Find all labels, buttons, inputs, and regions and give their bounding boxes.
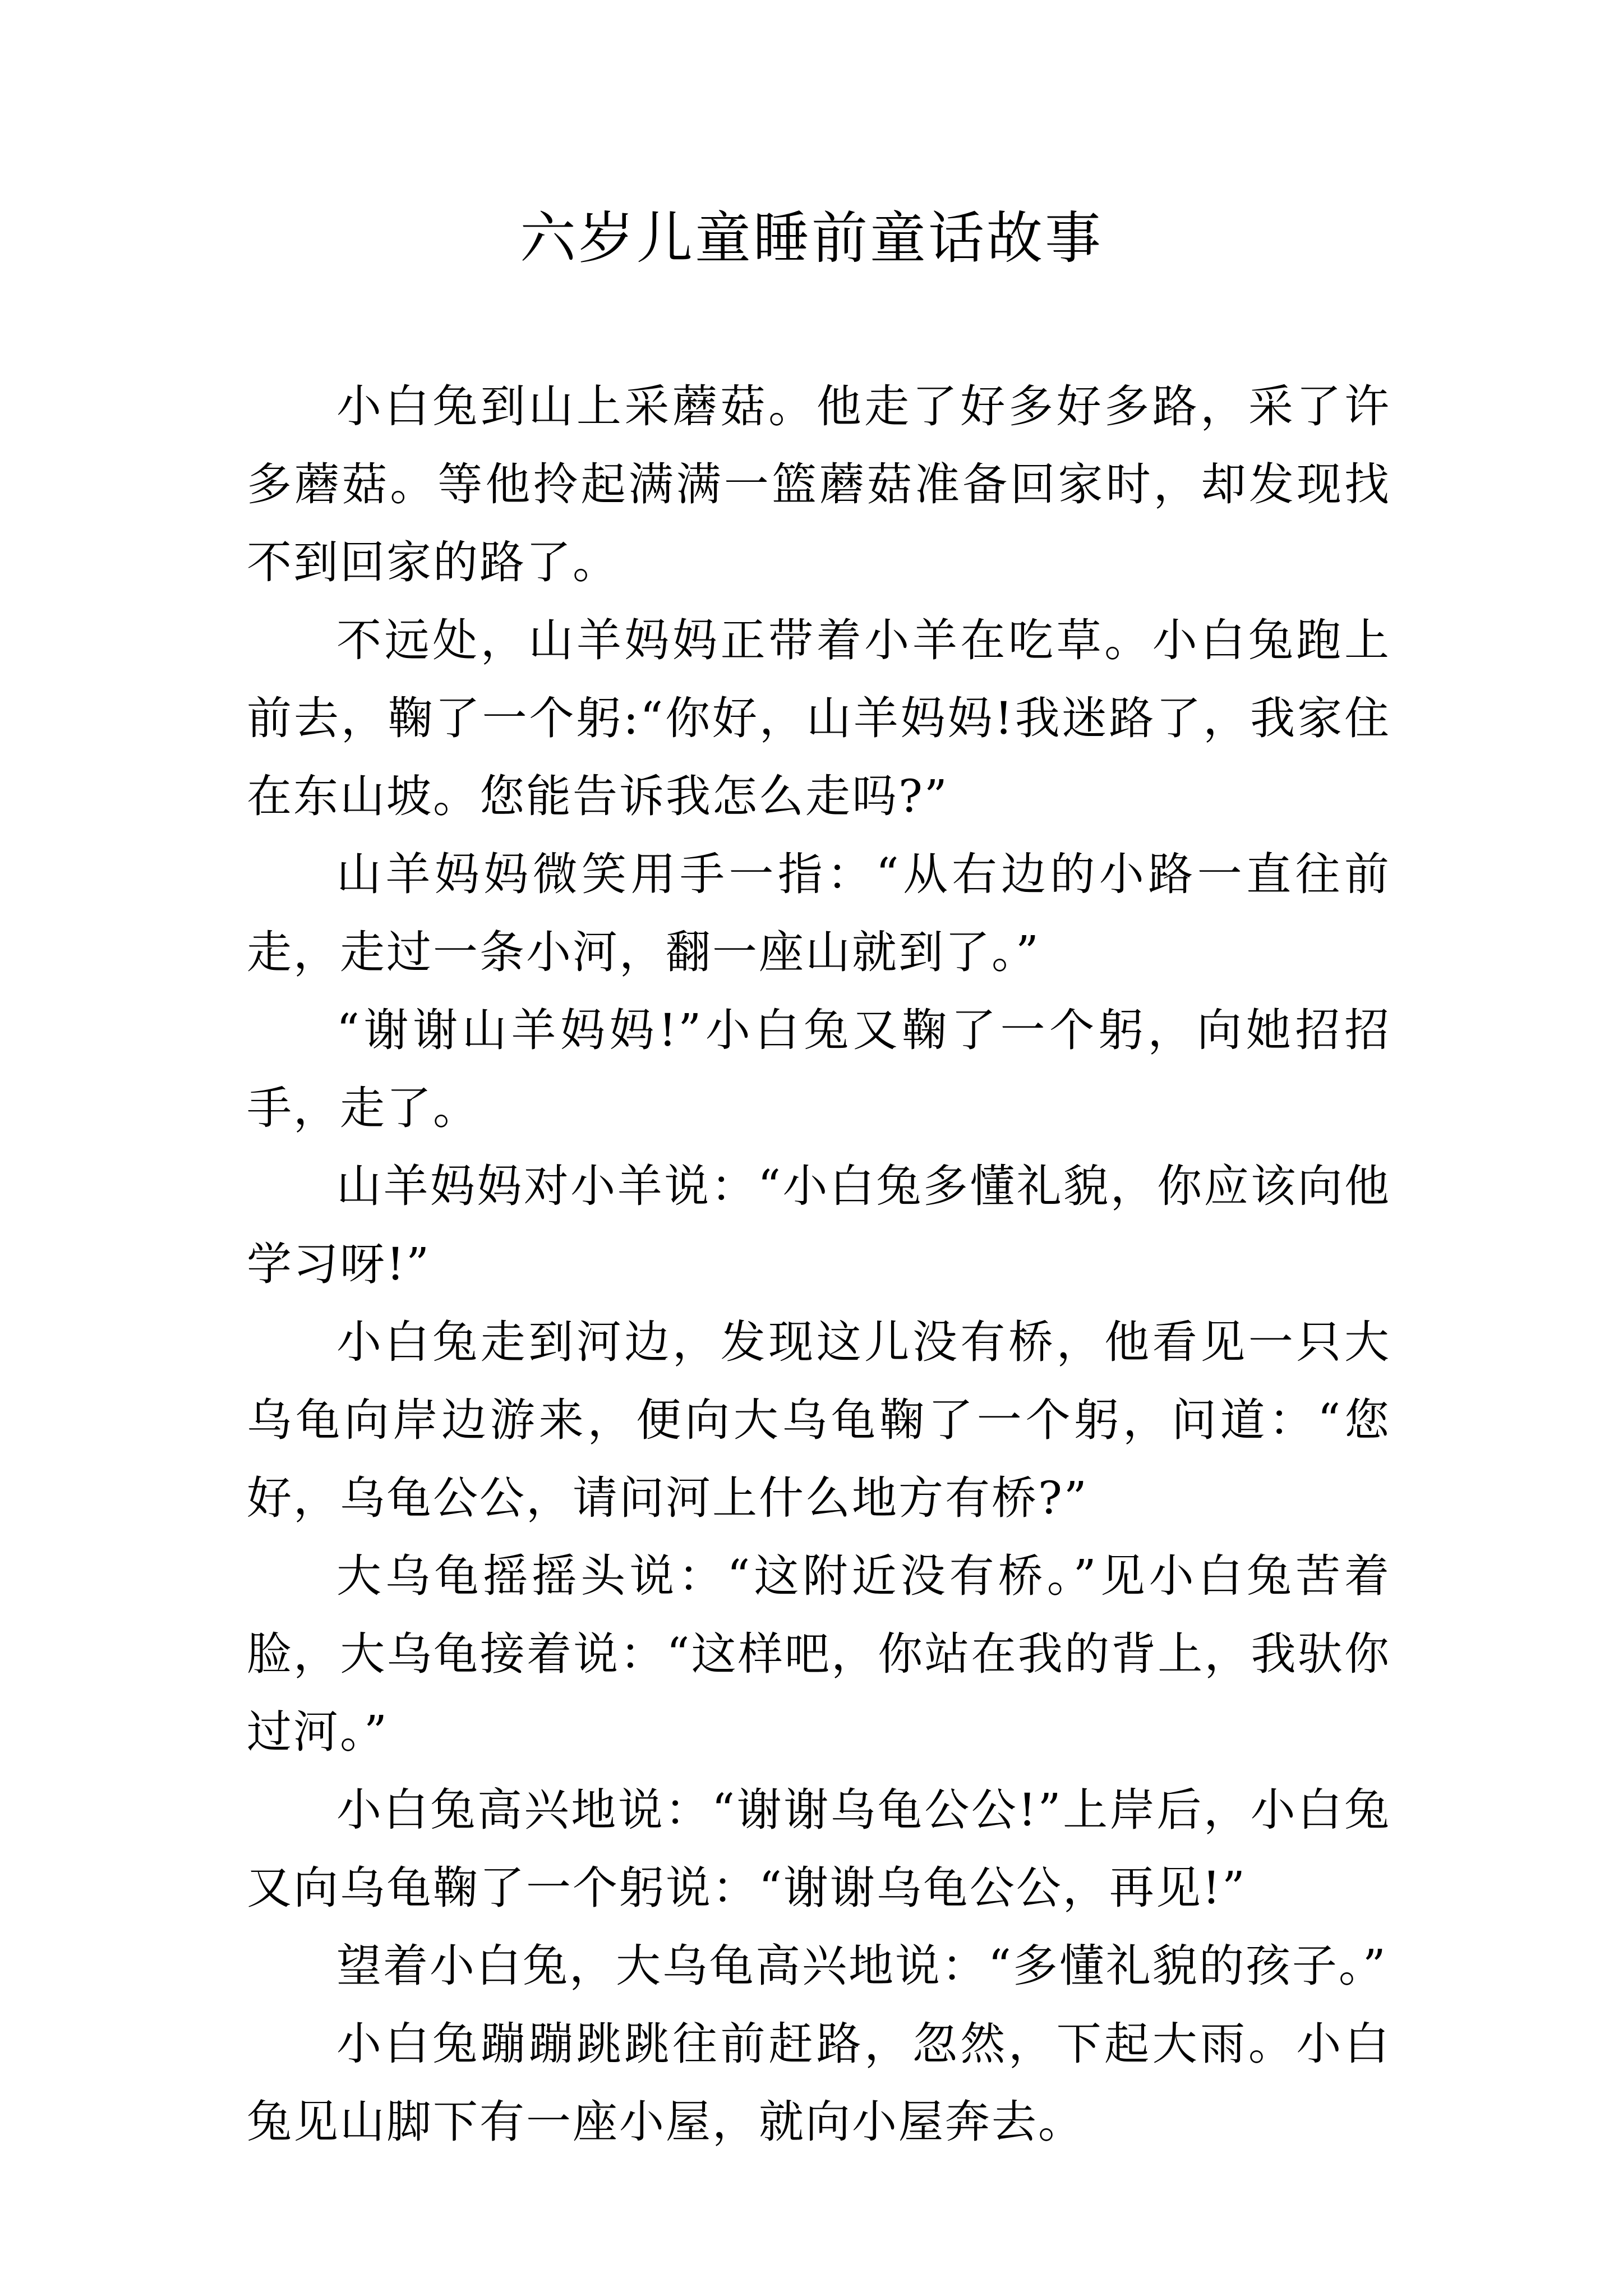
paragraph: 大乌龟摇摇头说：“这附近没有桥。”见小白兔苦着脸，大乌龟接着说：“这样吧，你站在我的背上，我驮你过河。”: [247, 1550, 1391, 1758]
paragraph: 望着小白兔，大乌龟高兴地说：“多懂礼貌的孩子。”: [336, 1940, 1387, 1992]
document-body: [247, 367, 1391, 2161]
paragraph: 小白兔蹦蹦跳跳往前赶路，忽然，下起大雨。小白兔见山脚下有一座小屋，就向小屋奔去。: [247, 2018, 1391, 2148]
document-title: 六岁儿童睡前童话故事: [520, 205, 1103, 271]
paragraph: 小白兔走到河边，发现这儿没有桥，他看见一只大乌龟向岸边游来，便向大乌龟鞠了一个躬，问道：“您好，乌龟公公，请问河上什么地方有桥?”: [247, 1316, 1391, 1524]
paragraph: 不远处，山羊妈妈正带着小羊在吃草。小白兔跑上前去，鞠了一个躬:“你好，山羊妈妈!我迷路了，我家住在东山坡。您能告诉我怎么走吗?”: [247, 614, 1391, 822]
paragraph: “谢谢山羊妈妈!”小白兔又鞠了一个躬，向她招招手，走了。: [247, 1004, 1391, 1134]
paragraph: 小白兔高兴地说：“谢谢乌龟公公!”上岸后，小白兔又向乌龟鞠了一个躬说：“谢谢乌龟公公，再见!”: [247, 1784, 1391, 1914]
paragraph: 山羊妈妈对小羊说：“小白兔多懂礼貌，你应该向他学习呀!”: [247, 1160, 1391, 1290]
paragraph: 山羊妈妈微笑用手一指：“从右边的小路一直往前走，走过一条小河，翻一座山就到了。”: [247, 848, 1391, 978]
paragraph: 小白兔到山上采蘑菇。他走了好多好多路，采了许多蘑菇。等他拎起满满一篮蘑菇准备回家时，却发现找不到回家的路了。: [247, 380, 1391, 588]
